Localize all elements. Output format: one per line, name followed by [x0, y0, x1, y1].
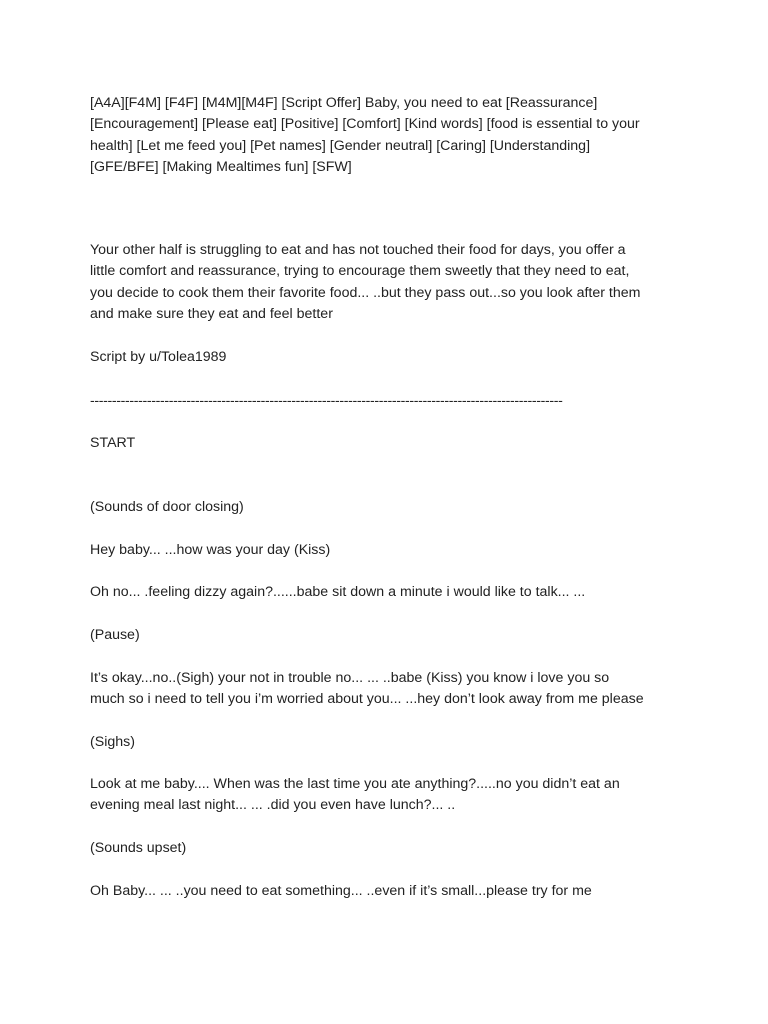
title-line: [GFE/BFE] [Making Mealtimes fun] [SFW] — [90, 158, 352, 175]
summary-line: and make sure they eat and feel better — [90, 305, 333, 322]
script-line: (Sighs) — [90, 734, 135, 750]
script-line: (Pause) — [90, 627, 140, 643]
section-divider: ------------------------------------------------------------------------------------------------------------ — [90, 393, 563, 409]
script-title — [90, 93, 640, 178]
script-line: (Sounds of door closing) — [90, 499, 244, 515]
script-paragraph — [90, 774, 620, 817]
title-line: [A4A][F4M] [F4F] [M4M][M4F] [Script Offer] Baby, you need to eat [Reassurance] — [90, 95, 598, 111]
script-line: (Sounds upset) — [90, 840, 187, 856]
start-marker: START — [90, 435, 136, 451]
title-line: [Encouragement] [Please eat] [Positive] [Comfort] [Kind words] [food is essential to your — [90, 116, 640, 133]
script-line: It’s okay...no..(Sigh) your not in trouble no... ... ..babe (Kiss) you know i love you so — [90, 670, 610, 686]
script-line: Oh Baby... ... ..you need to eat something... ..even if it’s small...please try for me — [90, 883, 592, 899]
script-line: Oh no... .feeling dizzy again?......babe sit down a minute i would like to talk... ... — [90, 584, 586, 600]
script-line: much so i need to tell you i’m worried about you... ...hey don’t look away from me please — [90, 691, 644, 708]
title-line: health] [Let me feed you] [Pet names] [Gender neutral] [Caring] [Understanding] — [90, 137, 591, 154]
script-line: evening meal last night... ... .did you even have lunch?... .. — [90, 797, 456, 814]
script-summary — [90, 240, 640, 325]
summary-line: little comfort and reassurance, trying to encourage them sweetly that they need to eat, — [90, 263, 630, 280]
script-paragraph — [90, 668, 644, 711]
summary-line: Your other half is struggling to eat and has not touched their food for days, you offer a — [90, 242, 626, 258]
script-line: Hey baby... ...how was your day (Kiss) — [90, 542, 331, 558]
summary-line: you decide to cook them their favorite food... ..but they pass out...so you look after them — [90, 284, 641, 301]
script-credit: Script by u/Tolea1989 — [90, 349, 227, 365]
script-line: Look at me baby.... When was the last time you ate anything?.....no you didn’t eat an — [90, 776, 620, 792]
